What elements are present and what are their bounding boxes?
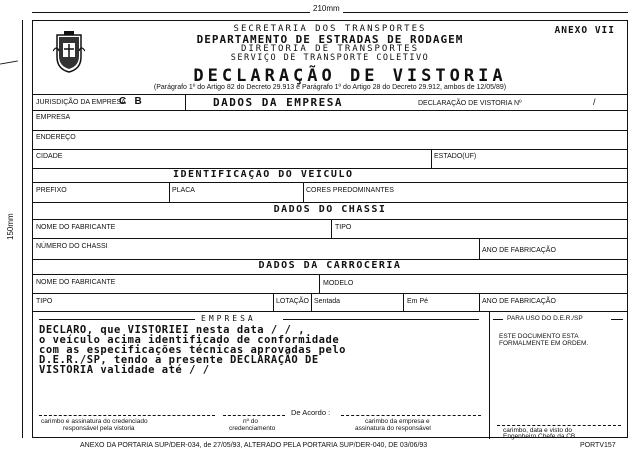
divider — [331, 219, 332, 238]
header-departamento: DEPARTAMENTO DE ESTRADAS DE RODAGEM — [196, 33, 464, 46]
height-dimension-arrow — [22, 20, 23, 438]
sig-credenciado-line2: responsável pela vistoria — [63, 425, 135, 432]
der-block — [489, 311, 627, 439]
empresa-block-rule-left — [39, 319, 195, 320]
chassi-ano-label: ANO DE FABRICAÇÃO — [482, 247, 556, 254]
declaration-line-5: VISTORIA validade até / / — [39, 364, 210, 376]
em-pe-label: Em Pé — [407, 298, 429, 305]
der-block-rule-left — [493, 319, 503, 320]
cidade-label: CIDADE — [36, 153, 63, 160]
declaration-line-1: DECLARO, que VISTORIEI nesta data / / , — [39, 324, 306, 336]
sig-credenciado-line1: carimbo e assinatura do credenciado — [41, 418, 148, 425]
footer-code: PORTV157 — [580, 442, 616, 449]
divider — [33, 202, 627, 203]
signature-line-engenheiro[interactable] — [497, 425, 621, 426]
sentada-label: Sentada — [314, 298, 341, 305]
declaration-line-4: D.E.R./SP, tendo a presente DECLARAÇÃO DE — [39, 354, 319, 366]
footer-text: ANEXO DA PORTARIA SUP/DER-034, de 27/05/93, ALTERADO PELA PORTARIA SUP/DER-040, DE 03/06/93 — [80, 442, 428, 449]
chassi-fabricante-label: NOME DO FABRICANTE — [36, 224, 116, 231]
divider — [403, 293, 404, 311]
divider — [33, 274, 627, 275]
divider — [431, 149, 432, 168]
divider — [33, 94, 627, 95]
jurisdicao-label: JURISDIÇÃO DA EMPRESA — [36, 99, 126, 106]
estado-label: ESTADO(UF) — [434, 153, 477, 160]
sig-empresa-line2: assinatura do responsável — [355, 425, 431, 432]
divider — [311, 293, 312, 311]
signature-line-empresa[interactable] — [341, 415, 481, 416]
sig-credenciamento-line1: nº do — [243, 418, 259, 425]
carroceria-ano-label: ANO DE FABRICAÇÃO — [482, 298, 556, 305]
der-sig-line2: Engenheiro Chefe da CB — [503, 433, 576, 440]
carroceria-fabricante-label: NOME DO FABRICANTE — [36, 279, 116, 286]
divider — [479, 238, 480, 259]
empresa-block-rule-right — [283, 319, 479, 320]
der-sig-line1: carimbo, data e visto do — [503, 427, 573, 434]
placa-label: PLACA — [172, 187, 195, 194]
divider — [303, 182, 304, 202]
signature-line-credenciamento[interactable] — [223, 415, 285, 416]
divider — [33, 182, 627, 183]
section-identificacao-veiculo: IDENTIFICAÇÃO DO VEÍCULO — [173, 169, 354, 180]
declaracao-numero-label: DECLARAÇÃO DE VISTORIA Nº — [418, 100, 522, 107]
carroceria-tipo-label: TIPO — [36, 298, 53, 305]
chassi-tipo-label: TIPO — [335, 224, 352, 231]
annex-label: ANEXO VII — [554, 25, 615, 36]
der-text-line1: ESTE DOCUMENTO ESTA — [499, 333, 579, 340]
declaracao-numero-value[interactable]: / — [593, 97, 596, 107]
height-dimension: 150mm — [6, 213, 15, 240]
header-secretaria: SECRETARIA DOS TRANSPORTES — [233, 24, 427, 34]
divider — [169, 182, 170, 202]
section-dados-carroceria: DADOS DA CARROCERIA — [258, 260, 402, 271]
signature-line-credenciado[interactable] — [39, 415, 215, 416]
jurisdicao-value[interactable]: C B — [119, 96, 142, 107]
endereco-label: ENDEREÇO — [36, 134, 76, 141]
declaration-line-2: o veículo acima identificado de conformidade — [39, 334, 340, 346]
divider — [185, 94, 186, 110]
prefixo-label: PREFIXO — [36, 187, 67, 194]
divider — [273, 293, 274, 311]
margin-mark — [0, 60, 18, 64]
divider — [33, 238, 627, 239]
chassi-numero-label: NÚMERO DO CHASSI — [36, 243, 108, 250]
divider — [33, 110, 627, 111]
section-dados-empresa: DADOS DA EMPRESA — [213, 96, 343, 109]
form-subtitle: (Parágrafo 1º do Artigo 82 do Decreto 29.913 e Parágrafo 1º do Artigo 28 do Decreto 29.912, ambos de 12/05/89) — [153, 84, 507, 91]
de-acordo-label: De Acordo : — [291, 408, 331, 417]
empresa-block — [33, 311, 489, 439]
empresa-block-title: EMPRESA — [201, 314, 256, 323]
divider — [33, 149, 627, 150]
vistoria-form — [32, 20, 628, 438]
header-diretoria: DIRETORIA DE TRANSPORTES — [240, 44, 420, 54]
der-text-line2: FORMALMENTE EM ORDEM. — [499, 340, 589, 347]
carroceria-modelo-label: MODELO — [323, 280, 354, 287]
der-block-rule-right — [611, 319, 623, 320]
lotacao-label: LOTAÇÃO — [276, 298, 309, 305]
form-title: DECLARAÇÃO DE VISTORIA — [193, 66, 507, 86]
sig-empresa-line1: carimbo da empresa e — [365, 418, 430, 425]
divider — [319, 274, 320, 293]
section-dados-chassi: DADOS DO CHASSI — [273, 204, 387, 215]
cores-label: CORES PREDOMINANTES — [306, 187, 394, 194]
empresa-label: EMPRESA — [36, 114, 71, 121]
sig-credenciamento-line2: credenciamento — [229, 425, 276, 432]
divider — [479, 293, 480, 311]
declaration-line-3: com as especificações técnicas aprovadas pelo — [39, 344, 346, 356]
divider — [33, 293, 627, 294]
divider — [33, 219, 627, 220]
header-servico: SERVIÇO DE TRANSPORTE COLETIVO — [230, 53, 430, 63]
width-dimension: 210mm — [310, 4, 343, 13]
divider — [33, 130, 627, 131]
der-block-title: PARA USO DO D.E.R./SP — [507, 315, 583, 322]
